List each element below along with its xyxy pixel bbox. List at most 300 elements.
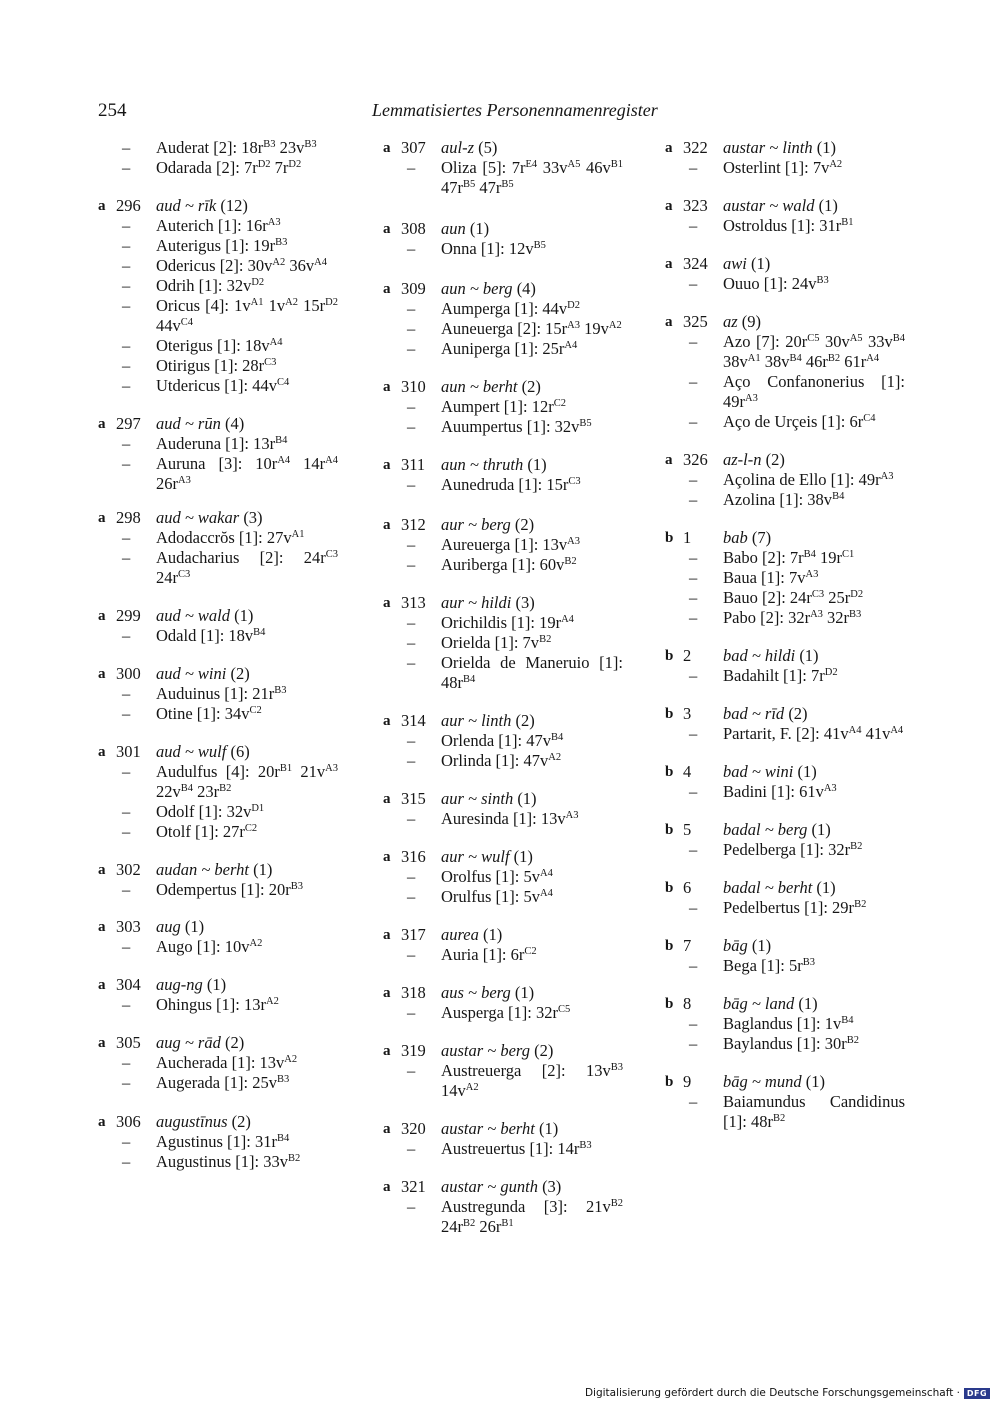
lemma-number: 324 (683, 254, 708, 273)
name-entry (383, 809, 633, 829)
entry-text: Augustinus [1]: $33v^{B2}$ (156, 1152, 301, 1171)
lemma-heading (383, 847, 633, 867)
entry-text: Aureuerga [1]: $13v^{A3}$ (441, 535, 580, 554)
name-entry (665, 568, 915, 588)
entry-text: Utdericus [1]: $44v^{C4}$ (156, 376, 290, 395)
lemma-label: aur ~ sinth (1) (441, 789, 537, 808)
entry-dash: – (122, 434, 131, 453)
name-entry (98, 158, 348, 178)
lemma-number: 306 (116, 1112, 141, 1131)
entry-text: Austreuerga [2]: $13v^{B3}$ $14v^{A2}$ (441, 1061, 623, 1100)
entry-dash: – (407, 653, 416, 672)
entry-dash: – (407, 1061, 416, 1080)
name-entry (98, 376, 348, 396)
lemma-heading (98, 606, 348, 626)
entry-text: Otine [1]: $34v^{C2}$ (156, 704, 262, 723)
name-entry (383, 731, 633, 751)
name-entry (665, 332, 915, 372)
entry-dash: – (122, 1132, 131, 1151)
lemma-number: 9 (683, 1072, 692, 1091)
lemma-number: 318 (401, 983, 426, 1002)
lemma-class: a (383, 221, 391, 237)
lemma-heading (383, 515, 633, 535)
lemma-block (98, 508, 348, 588)
entry-text: Açolina de Ello [1]: $49r^{A3}$ (723, 470, 894, 489)
lemma-block (383, 1041, 633, 1101)
lemma-heading (98, 975, 348, 995)
lemma-label: bad ~ wini (1) (723, 762, 817, 781)
name-entry (383, 417, 633, 437)
lemma-label: aur ~ linth (2) (441, 711, 535, 730)
name-entry (98, 256, 348, 276)
entry-dash: – (122, 937, 131, 956)
name-entry (98, 1132, 348, 1152)
entry-dash: – (122, 626, 131, 645)
name-entry (98, 880, 348, 900)
entry-dash: – (407, 475, 416, 494)
entry-dash: – (407, 1003, 416, 1022)
entry-text: Orichildis [1]: $19r^{A4}$ (441, 613, 574, 632)
lemma-class: a (665, 198, 673, 214)
lemma-block (383, 925, 633, 965)
name-entry (98, 704, 348, 724)
lemma-heading (383, 138, 633, 158)
name-entry (98, 762, 348, 802)
entry-dash: – (122, 138, 131, 157)
lemma-label: aud ~ wini (2) (156, 664, 250, 683)
lemma-heading (665, 762, 915, 782)
name-entry (98, 1152, 348, 1172)
entry-dash: – (122, 158, 131, 177)
entry-dash: – (407, 397, 416, 416)
lemma-class: a (383, 595, 391, 611)
lemma-block (383, 983, 633, 1023)
lemma-heading (383, 1177, 633, 1197)
name-entry (98, 356, 348, 376)
lemma-class: a (383, 849, 391, 865)
lemma-block (98, 606, 348, 646)
lemma-block (665, 450, 915, 510)
name-entry (98, 296, 348, 336)
entry-text: Orolfus [1]: $5v^{A4}$ (441, 867, 553, 886)
entry-dash: – (689, 956, 698, 975)
entry-text: Bega [1]: $5r^{B3}$ (723, 956, 815, 975)
lemma-heading (383, 1119, 633, 1139)
lemma-class: a (98, 1035, 106, 1051)
entry-dash: – (407, 613, 416, 632)
name-entry (383, 397, 633, 417)
lemma-label: badal ~ berht (1) (723, 878, 836, 897)
entry-dash: – (689, 782, 698, 801)
entry-text: Agustinus [1]: $31r^{B4}$ (156, 1132, 290, 1151)
lemma-heading (98, 742, 348, 762)
name-entry (383, 535, 633, 555)
lemma-block (98, 742, 348, 842)
entry-text: Odald [1]: $18v^{B4}$ (156, 626, 266, 645)
lemma-class: a (383, 791, 391, 807)
lemma-heading (665, 936, 915, 956)
entry-text: Badini [1]: $61v^{A3}$ (723, 782, 837, 801)
lemma-heading (665, 138, 915, 158)
lemma-label: austar ~ gunth (3) (441, 1177, 562, 1196)
entry-dash: – (122, 704, 131, 723)
entry-dash: – (689, 588, 698, 607)
name-entry (665, 412, 915, 432)
lemma-block (665, 762, 915, 802)
lemma-number: 322 (683, 138, 708, 157)
lemma-class: a (98, 666, 106, 682)
name-entry (665, 470, 915, 490)
entry-text: Osterlint [1]: $7v^{A2}$ (723, 158, 843, 177)
lemma-number: 309 (401, 279, 426, 298)
entry-dash: – (689, 372, 698, 391)
name-entry (98, 995, 348, 1015)
lemma-label: aug ~ rād (2) (156, 1033, 245, 1052)
lemma-block (98, 1033, 348, 1093)
lemma-number: 314 (401, 711, 426, 730)
entry-dash: – (407, 239, 416, 258)
name-entry (98, 276, 348, 296)
lemma-class: a (98, 919, 106, 935)
lemma-block (383, 847, 633, 907)
entry-dash: – (407, 887, 416, 906)
entry-text: Badahilt [1]: $7r^{D2}$ (723, 666, 838, 685)
lemma-heading (665, 528, 915, 548)
lemma-block (383, 455, 633, 495)
lemma-number: 300 (116, 664, 141, 683)
entry-text: Onna [1]: $12v^{B5}$ (441, 239, 546, 258)
lemma-class: a (665, 140, 673, 156)
entry-text: Odolf [1]: $32v^{D1}$ (156, 802, 265, 821)
lemma-number: 2 (683, 646, 692, 665)
lemma-block (665, 254, 915, 294)
lemma-heading (383, 377, 633, 397)
lemma-block (98, 414, 348, 494)
entry-dash: – (122, 276, 131, 295)
lemma-class: a (383, 927, 391, 943)
lemma-block (383, 377, 633, 437)
entry-text: Austregunda [3]: $21v^{B2}$ $24r^{B2}$ $26r^{B1}$ (441, 1197, 623, 1236)
entry-dash: – (122, 822, 131, 841)
lemma-number: 7 (683, 936, 692, 955)
lemma-class: b (665, 938, 674, 954)
lemma-number: 297 (116, 414, 141, 433)
entry-text: Pabo [2]: $32r^{A3}$ $32r^{B3}$ (723, 608, 862, 627)
lemma-class: a (98, 744, 106, 760)
footer-text: Digitalisierung gefördert durch die Deutsche Forschungsgemeinschaft · (584, 1387, 960, 1399)
lemma-class: b (665, 530, 674, 546)
lemma-class: b (665, 996, 674, 1012)
name-entry (665, 1034, 915, 1054)
entry-dash: – (122, 528, 131, 547)
entry-dash: – (122, 684, 131, 703)
name-entry (98, 216, 348, 236)
lemma-class: a (383, 379, 391, 395)
entry-dash: – (407, 319, 416, 338)
lemma-heading (383, 789, 633, 809)
lemma-block (98, 917, 348, 957)
lemma-heading (665, 450, 915, 470)
index-column-2 (383, 138, 633, 1237)
entry-text: Auderat [2]: $18r^{B3}$ $23v^{B3}$ (156, 138, 317, 157)
lemma-label: austar ~ berht (1) (441, 1119, 559, 1138)
lemma-block (98, 860, 348, 900)
entry-text: Auresinda [1]: $13v^{A3}$ (441, 809, 579, 828)
entry-text: Azolina [1]: $38v^{B4}$ (723, 490, 845, 509)
entry-text: Augerada [1]: $25v^{B3}$ (156, 1073, 290, 1092)
name-entry (665, 724, 915, 744)
entry-text: Pedelberga [1]: $32r^{B2}$ (723, 840, 863, 859)
lemma-number: 326 (683, 450, 708, 469)
lemma-label: aul-z (5) (441, 138, 498, 157)
lemma-block (665, 528, 915, 628)
lemma-label: aug-ng (1) (156, 975, 227, 994)
lemma-heading (98, 664, 348, 684)
entry-text: Aucherada [1]: $13v^{A2}$ (156, 1053, 298, 1072)
lemma-class: a (383, 985, 391, 1001)
entry-dash: – (407, 731, 416, 750)
lemma-block (665, 312, 915, 432)
lemma-heading (98, 1112, 348, 1132)
lemma-number: 305 (116, 1033, 141, 1052)
entry-text: Ouuo [1]: $24v^{B3}$ (723, 274, 829, 293)
entry-text: Baua [1]: $7v^{A3}$ (723, 568, 819, 587)
name-entry (383, 653, 633, 693)
index-column-1 (98, 138, 348, 1172)
entry-text: Odrih [1]: $32v^{D2}$ (156, 276, 265, 295)
name-entry (665, 588, 915, 608)
lemma-label: bāg ~ mund (1) (723, 1072, 825, 1091)
entry-dash: – (689, 568, 698, 587)
lemma-block (665, 994, 915, 1054)
lemma-heading (665, 1072, 915, 1092)
name-entry (665, 666, 915, 686)
lemma-class: a (383, 1121, 391, 1137)
entry-dash: – (689, 608, 698, 627)
entry-dash: – (689, 840, 698, 859)
entry-dash: – (689, 412, 698, 431)
name-entry (98, 528, 348, 548)
lemma-heading (665, 878, 915, 898)
lemma-number: 1 (683, 528, 692, 547)
entry-text: Orielda [1]: $7v^{B2}$ (441, 633, 552, 652)
entry-text: Azo [7]: $20r^{C5}$ $30v^{A5}$ $33v^{B4}$ $38v^{A1}$ $38v^{B4}$ $46r^{B2}$ $61r^{A4}$ (723, 332, 905, 371)
lemma-class: a (98, 862, 106, 878)
lemma-block (383, 1119, 633, 1159)
lemma-label: aug (1) (156, 917, 205, 936)
name-entry (98, 236, 348, 256)
entry-dash: – (407, 945, 416, 964)
lemma-label: aud ~ wulf (6) (156, 742, 250, 761)
name-entry (383, 867, 633, 887)
entry-text: Babo [2]: $7r^{B4}$ $19r^{C1}$ (723, 548, 855, 567)
lemma-number: 325 (683, 312, 708, 331)
lemma-label: aud ~ wakar (3) (156, 508, 263, 527)
name-entry (383, 751, 633, 771)
entry-text: Auduinus [1]: $21r^{B3}$ (156, 684, 287, 703)
lemma-block (665, 646, 915, 686)
lemma-label: aus ~ berg (1) (441, 983, 535, 1002)
name-entry (98, 548, 348, 588)
entry-dash: – (689, 470, 698, 489)
lemma-block (98, 975, 348, 1015)
lemma-class: a (98, 1114, 106, 1130)
name-entry (98, 802, 348, 822)
entry-dash: – (407, 867, 416, 886)
lemma-block (383, 789, 633, 829)
lemma-number: 319 (401, 1041, 426, 1060)
name-entry (98, 1053, 348, 1073)
lemma-number: 5 (683, 820, 692, 839)
entry-dash: – (122, 236, 131, 255)
entry-dash: – (122, 995, 131, 1014)
name-entry (665, 548, 915, 568)
lemma-label: badal ~ berg (1) (723, 820, 831, 839)
lemma-class: b (665, 822, 674, 838)
entry-text: Aço de Urçeis [1]: $6r^{C4}$ (723, 412, 876, 431)
lemma-label: bad ~ rīd (2) (723, 704, 808, 723)
name-entry (665, 274, 915, 294)
entry-text: Odarada [2]: $7r^{D2}$ $7r^{D2}$ (156, 158, 302, 177)
entry-dash: – (407, 417, 416, 436)
lemma-number: 323 (683, 196, 708, 215)
name-entry (383, 158, 633, 198)
entry-text: Ausperga [1]: $32r^{C5}$ (441, 1003, 571, 1022)
name-entry (383, 1061, 633, 1101)
lemma-block (383, 711, 633, 771)
entry-text: Otirigus [1]: $28r^{C3}$ (156, 356, 277, 375)
lemma-block (665, 138, 915, 178)
name-entry (98, 626, 348, 646)
entry-dash: – (407, 299, 416, 318)
lemma-heading (383, 925, 633, 945)
name-entry (665, 898, 915, 918)
entry-dash: – (689, 490, 698, 509)
entry-dash: – (407, 535, 416, 554)
lemma-class: a (665, 452, 673, 468)
entry-dash: – (122, 356, 131, 375)
entry-text: Aumperga [1]: $44v^{D2}$ (441, 299, 581, 318)
lemma-block (383, 515, 633, 575)
lemma-label: bāg (1) (723, 936, 772, 955)
entry-text: Aunedruda [1]: $15r^{C3}$ (441, 475, 581, 494)
entry-text: Auruna [3]: $10r^{A4}$ $14r^{A4}$ $26r^{A3}$ (156, 454, 338, 493)
lemma-number: 316 (401, 847, 426, 866)
lemma-block (98, 138, 348, 178)
name-entry (383, 339, 633, 359)
lemma-number: 4 (683, 762, 692, 781)
entry-dash: – (122, 336, 131, 355)
entry-dash: – (407, 158, 416, 177)
entry-dash: – (689, 724, 698, 743)
entry-text: Oricus [4]: $1v^{A1}$ $1v^{A2}$ $15r^{D2}$ $44v^{C4}$ (156, 296, 338, 335)
lemma-number: 308 (401, 219, 426, 238)
name-entry (665, 608, 915, 628)
lemma-heading (98, 860, 348, 880)
lemma-heading (383, 1041, 633, 1061)
lemma-heading (665, 312, 915, 332)
entry-text: Pedelbertus [1]: $29r^{B2}$ (723, 898, 867, 917)
lemma-class: a (98, 977, 106, 993)
lemma-number: 307 (401, 138, 426, 157)
name-entry (98, 138, 348, 158)
entry-text: Auterich [1]: $16r^{A3}$ (156, 216, 281, 235)
name-entry (383, 887, 633, 907)
entry-text: Augo [1]: $10v^{A2}$ (156, 937, 263, 956)
entry-text: Auneuerga [2]: $15r^{A3}$ $19v^{A2}$ (441, 319, 622, 338)
lemma-label: aur ~ berg (2) (441, 515, 535, 534)
name-entry (383, 633, 633, 653)
lemma-label: bab (7) (723, 528, 772, 547)
entry-text: Orulfus [1]: $5v^{A4}$ (441, 887, 553, 906)
entry-dash: – (122, 216, 131, 235)
name-entry (383, 1003, 633, 1023)
lemma-label: aud ~ wald (1) (156, 606, 254, 625)
lemma-block (98, 664, 348, 724)
entry-text: Oterigus [1]: $18v^{A4}$ (156, 336, 283, 355)
lemma-class: b (665, 1074, 674, 1090)
lemma-class: a (665, 256, 673, 272)
lemma-number: 304 (116, 975, 141, 994)
name-entry (98, 822, 348, 842)
name-entry (665, 490, 915, 510)
lemma-heading (383, 279, 633, 299)
entry-text: Auniperga [1]: $25r^{A4}$ (441, 339, 578, 358)
name-entry (383, 319, 633, 339)
entry-dash: – (122, 1152, 131, 1171)
entry-text: Baglandus [1]: $1v^{B4}$ (723, 1014, 854, 1033)
lemma-block (383, 1177, 633, 1237)
entry-text: Ostroldus [1]: $31r^{B1}$ (723, 216, 854, 235)
entry-dash: – (689, 548, 698, 567)
name-entry (98, 1073, 348, 1093)
name-entry (98, 434, 348, 454)
page-number: 254 (98, 100, 127, 121)
lemma-label: aud ~ rūn (4) (156, 414, 245, 433)
entry-text: Odempertus [1]: $20r^{B3}$ (156, 880, 303, 899)
entry-dash: – (407, 751, 416, 770)
entry-dash: – (122, 880, 131, 899)
name-entry (383, 1139, 633, 1159)
entry-text: Oliza [5]: $7r^{E4}$ $33v^{A5}$ $46v^{B1}$ $47r^{B5}$ $47r^{B5}$ (441, 158, 624, 197)
lemma-class: b (665, 706, 674, 722)
lemma-heading (665, 646, 915, 666)
entry-dash: – (689, 216, 698, 235)
entry-dash: – (407, 1139, 416, 1158)
entry-dash: – (689, 1092, 698, 1111)
lemma-class: a (383, 457, 391, 473)
running-head: Lemmatisiertes Personennamenregister (372, 100, 658, 120)
name-entry (665, 782, 915, 802)
lemma-number: 310 (401, 377, 426, 396)
entry-dash: – (689, 274, 698, 293)
entry-dash: – (689, 158, 698, 177)
lemma-class: a (98, 510, 106, 526)
lemma-heading (98, 1033, 348, 1053)
name-entry (383, 299, 633, 319)
lemma-class: a (98, 416, 106, 432)
name-entry (665, 372, 915, 412)
lemma-label: aun ~ berht (2) (441, 377, 541, 396)
name-entry (383, 555, 633, 575)
entry-dash: – (122, 376, 131, 395)
lemma-label: awi (1) (723, 254, 771, 273)
lemma-class: a (383, 140, 391, 156)
entry-dash: – (122, 256, 131, 275)
entry-text: Orlenda [1]: $47v^{B4}$ (441, 731, 564, 750)
footer-credit (585, 1387, 990, 1399)
entry-dash: – (407, 555, 416, 574)
